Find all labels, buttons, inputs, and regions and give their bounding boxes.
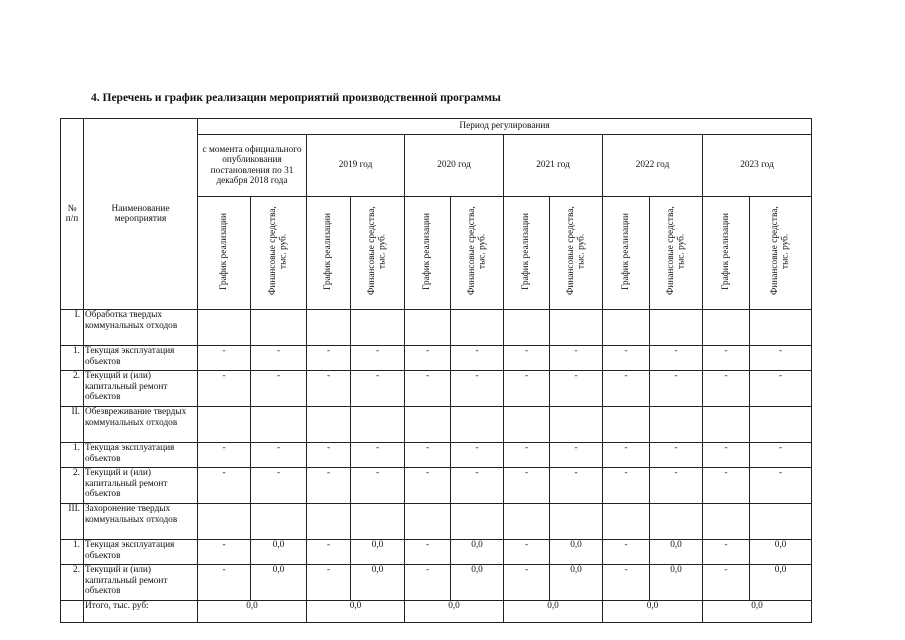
schedule-cell [198, 504, 251, 540]
schedule-cell: - [703, 540, 750, 565]
finance-cell [351, 310, 405, 346]
table-row [61, 371, 812, 407]
total-value: 0,0 [198, 601, 307, 623]
schedule-cell: - [307, 346, 351, 371]
schedule-cell [405, 504, 451, 540]
schedule-cell: - [504, 468, 550, 504]
finance-cell: - [550, 371, 603, 407]
finance-cell: - [351, 346, 405, 371]
finance-cell: - [650, 346, 703, 371]
finance-cell [251, 407, 307, 443]
schedule-cell: - [603, 346, 650, 371]
header-schedule [198, 197, 251, 310]
finance-cell: - [451, 468, 504, 504]
row-name: Обработка твердых коммунальных отходов [84, 310, 198, 346]
schedule-cell: - [198, 371, 251, 407]
finance-cell: - [251, 443, 307, 468]
finance-cell [550, 407, 603, 443]
finance-cell: 0,0 [351, 565, 405, 601]
header-period-4: 2022 год [603, 135, 703, 197]
table-row [61, 407, 812, 443]
schedule-cell [703, 504, 750, 540]
schedule-cell: - [504, 346, 550, 371]
finance-cell [451, 504, 504, 540]
schedule-cell: - [405, 346, 451, 371]
schedule-cell [198, 407, 251, 443]
finance-cell: 0,0 [650, 565, 703, 601]
header-vertical-label: Финансовые средства, тыс. руб. [466, 206, 487, 296]
page-title: 4. Перечень и график реализации мероприятий производственной программы [91, 92, 501, 104]
schedule-cell [307, 407, 351, 443]
finance-cell: - [650, 468, 703, 504]
schedule-cell: - [603, 565, 650, 601]
header-schedule [405, 197, 451, 310]
header-schedule [307, 197, 351, 310]
finance-cell: - [251, 371, 307, 407]
schedule-cell: - [307, 540, 351, 565]
schedule-cell: - [307, 371, 351, 407]
total-value: 0,0 [307, 601, 405, 623]
schedule-cell [405, 407, 451, 443]
total-value: 0,0 [405, 601, 504, 623]
total-value: 0,0 [504, 601, 603, 623]
header-vertical-label: График реализации [218, 212, 229, 290]
schedule-cell [504, 504, 550, 540]
header-schedule [504, 197, 550, 310]
finance-cell: - [351, 468, 405, 504]
schedule-cell: - [703, 443, 750, 468]
schedule-cell: - [198, 468, 251, 504]
header-period-2: 2020 год [405, 135, 504, 197]
finance-cell: - [550, 468, 603, 504]
finance-cell: 0,0 [251, 540, 307, 565]
row-name: Текущий и (или) капитальный ремонт объектов [84, 371, 198, 407]
finance-cell: 0,0 [750, 540, 812, 565]
schedule-cell: - [603, 540, 650, 565]
finance-cell: 0,0 [451, 540, 504, 565]
schedule-cell: - [504, 371, 550, 407]
schedule-cell [603, 504, 650, 540]
schedule-cell: - [703, 346, 750, 371]
finance-cell: - [251, 468, 307, 504]
table-row [61, 468, 812, 504]
finance-cell [650, 310, 703, 346]
finance-cell: - [750, 443, 812, 468]
header-finance [351, 197, 405, 310]
schedule-cell [504, 310, 550, 346]
schedule-cell: - [703, 565, 750, 601]
header-vertical-label: График реализации [422, 212, 433, 290]
finance-cell: - [451, 443, 504, 468]
schedule-cell: - [198, 346, 251, 371]
header-vertical-label: Финансовые средства, тыс. руб. [770, 206, 791, 296]
total-row [61, 601, 812, 623]
row-number: 1. [61, 443, 84, 468]
header-period-0: с момента официального опубликования постановления по 31 декабря 2018 года [198, 135, 307, 197]
header-vertical-label: График реализации [521, 212, 532, 290]
schedule-cell: - [307, 565, 351, 601]
schedule-cell [405, 310, 451, 346]
schedule-cell [198, 310, 251, 346]
header-finance [650, 197, 703, 310]
schedule-cell: - [198, 443, 251, 468]
schedule-cell: - [405, 540, 451, 565]
header-period-5: 2023 год [703, 135, 812, 197]
schedule-cell: - [307, 443, 351, 468]
schedule-cell [307, 310, 351, 346]
schedule-cell: - [307, 468, 351, 504]
schedule-cell [603, 407, 650, 443]
header-vertical-label: Финансовые средства, тыс. руб. [268, 206, 289, 296]
schedule-cell: - [405, 468, 451, 504]
finance-cell: 0,0 [550, 565, 603, 601]
schedule-cell [603, 310, 650, 346]
schedule-cell [307, 504, 351, 540]
header-schedule [703, 197, 750, 310]
finance-cell: 0,0 [351, 540, 405, 565]
finance-cell [251, 310, 307, 346]
finance-cell [550, 504, 603, 540]
row-number: 2. [61, 371, 84, 407]
schedule-cell: - [504, 443, 550, 468]
header-finance [550, 197, 603, 310]
schedule-cell: - [504, 565, 550, 601]
schedule-cell: - [198, 540, 251, 565]
row-number: III. [61, 504, 84, 540]
header-vertical-label: Финансовые средства, тыс. руб. [565, 206, 586, 296]
total-value: 0,0 [703, 601, 812, 623]
finance-cell: - [451, 371, 504, 407]
schedule-cell [504, 407, 550, 443]
finance-cell: - [650, 443, 703, 468]
schedule-cell: - [703, 468, 750, 504]
header-period: Период регулирования [198, 119, 812, 135]
header-vertical-label: Финансовые средства, тыс. руб. [665, 206, 686, 296]
finance-cell: 0,0 [451, 565, 504, 601]
finance-cell: - [451, 346, 504, 371]
header-vertical-label: График реализации [720, 212, 731, 290]
header-vertical-label: График реализации [620, 212, 631, 290]
finance-cell [351, 407, 405, 443]
finance-cell: 0,0 [750, 565, 812, 601]
schedule-cell: - [504, 540, 550, 565]
finance-cell [451, 407, 504, 443]
finance-cell: 0,0 [550, 540, 603, 565]
row-name: Захоронение твердых коммунальных отходов [84, 504, 198, 540]
finance-cell [650, 407, 703, 443]
table-row [61, 346, 812, 371]
row-name: Текущая эксплуатация объектов [84, 540, 198, 565]
finance-cell [750, 504, 812, 540]
finance-cell [750, 407, 812, 443]
schedule-cell: - [405, 565, 451, 601]
finance-cell: - [251, 346, 307, 371]
total-value: 0,0 [603, 601, 703, 623]
header-vertical-label: Финансовые средства, тыс. руб. [367, 206, 388, 296]
row-number: 2. [61, 565, 84, 601]
finance-cell: - [750, 346, 812, 371]
total-number-cell [61, 601, 84, 623]
finance-cell [351, 504, 405, 540]
schedule-cell: - [703, 371, 750, 407]
finance-cell [251, 504, 307, 540]
header-num: № п/п [61, 119, 84, 310]
row-name: Обезвреживание твердых коммунальных отходов [84, 407, 198, 443]
header-vertical-label: График реализации [323, 212, 334, 290]
finance-cell [550, 310, 603, 346]
header-schedule [603, 197, 650, 310]
header-finance [251, 197, 307, 310]
finance-cell [750, 310, 812, 346]
finance-cell: 0,0 [251, 565, 307, 601]
schedule-cell: - [603, 468, 650, 504]
schedule-cell: - [198, 565, 251, 601]
finance-cell: - [750, 468, 812, 504]
program-table [60, 118, 812, 623]
header-period-1: 2019 год [307, 135, 405, 197]
table-row [61, 504, 812, 540]
schedule-cell: - [405, 371, 451, 407]
total-label: Итого, тыс. руб: [84, 601, 198, 623]
table-row [61, 565, 812, 601]
finance-cell [650, 504, 703, 540]
row-name: Текущая эксплуатация объектов [84, 443, 198, 468]
schedule-cell: - [603, 443, 650, 468]
schedule-cell: - [603, 371, 650, 407]
row-number: 1. [61, 540, 84, 565]
row-number: 2. [61, 468, 84, 504]
schedule-cell [703, 310, 750, 346]
finance-cell [451, 310, 504, 346]
table-row [61, 310, 812, 346]
row-name: Текущий и (или) капитальный ремонт объектов [84, 565, 198, 601]
table-row [61, 443, 812, 468]
row-number: 1. [61, 346, 84, 371]
finance-cell: - [750, 371, 812, 407]
row-name: Текущая эксплуатация объектов [84, 346, 198, 371]
schedule-cell: - [405, 443, 451, 468]
header-name: Наименование мероприятия [84, 119, 198, 310]
finance-cell: - [351, 371, 405, 407]
header-finance [451, 197, 504, 310]
finance-cell: 0,0 [650, 540, 703, 565]
finance-cell: - [550, 346, 603, 371]
finance-cell: - [550, 443, 603, 468]
finance-cell: - [650, 371, 703, 407]
row-number: I. [61, 310, 84, 346]
header-finance [750, 197, 812, 310]
table-row [61, 540, 812, 565]
row-number: II. [61, 407, 84, 443]
finance-cell: - [351, 443, 405, 468]
row-name: Текущий и (или) капитальный ремонт объектов [84, 468, 198, 504]
header-period-3: 2021 год [504, 135, 603, 197]
schedule-cell [703, 407, 750, 443]
